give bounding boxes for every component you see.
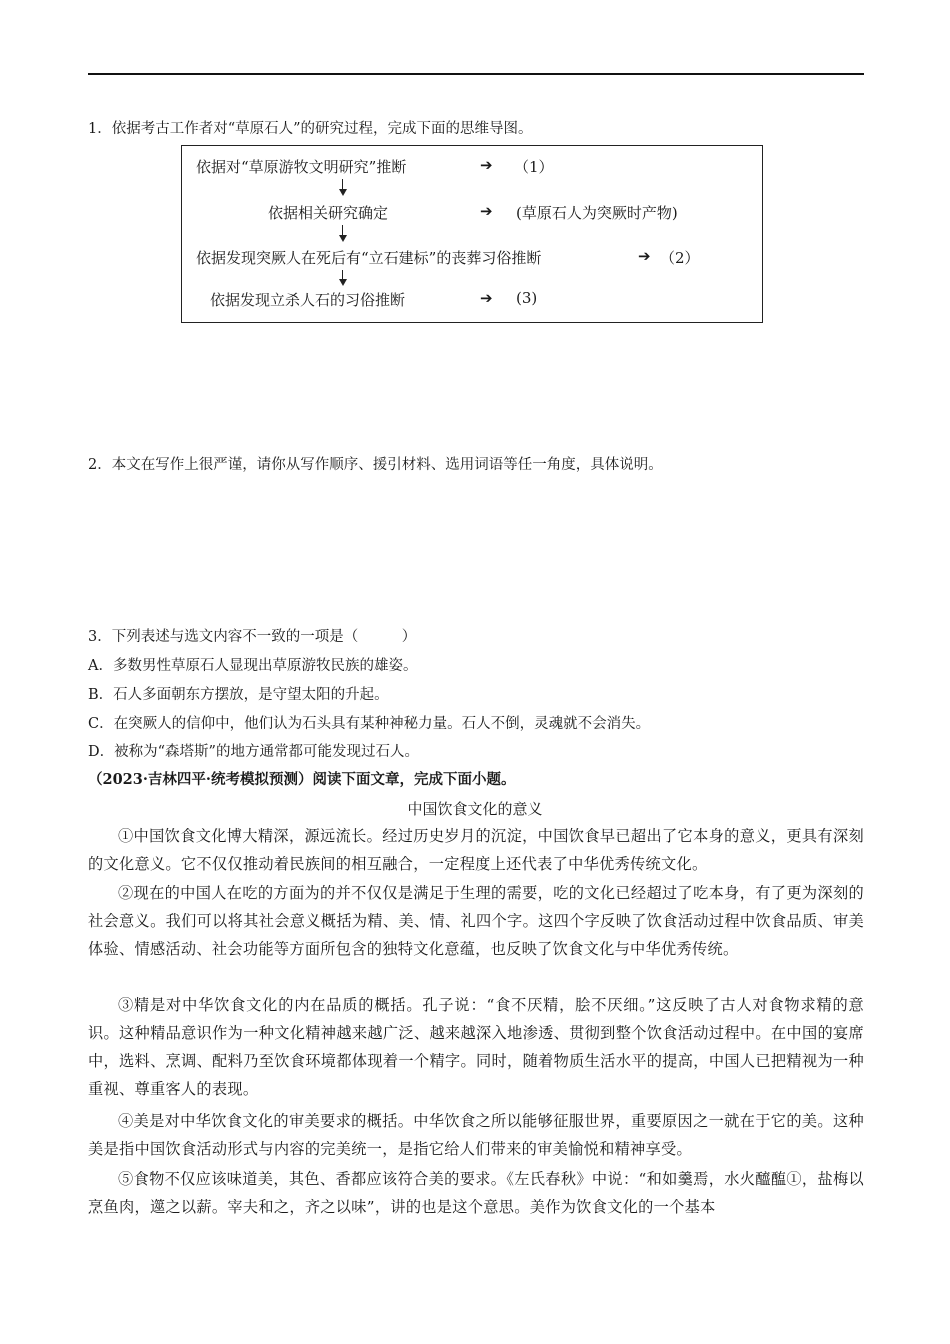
question-2: 2．本文在写作上很严谨，请你从写作顺序、援引材料、选用词语等任一角度，具体说明。: [88, 457, 663, 473]
diagram-row2-text: 依据相关研究确定: [268, 204, 389, 222]
option-a: A．多数男性草原石人显现出草原游牧民族的雄姿。: [88, 658, 418, 674]
diagram-row1-text: 依据对“草原游牧文明研究”推断: [196, 158, 407, 176]
diagram-row4-result: (3): [516, 289, 538, 307]
diagram-row3-text: 依据发现突厥人在死后有“立石建标”的丧葬习俗推断: [196, 249, 542, 267]
option-c: C．在突厥人的信仰中，他们认为石头具有某种神秘力量。石人不倒，灵魂就不会消失。: [88, 716, 651, 732]
option-d: D．被称为“森塔斯”的地方通常都可能发现过石人。: [88, 744, 419, 760]
mind-map-diagram: [181, 145, 763, 323]
arrow-down-icon: [342, 179, 343, 194]
paragraph-1: ①中国饮食文化博大精深，源远流长。经过历史岁月的沉淀，中国饮食早已超出了它本身的意义，更具有深刻的文化意义。它不仅仅推动着民族间的相互融合，一定程度上还代表了中华优秀传统文化。: [88, 827, 864, 873]
header-rule: [88, 73, 864, 75]
paragraph-5: ⑤食物不仅应该味道美，其色、香都应该符合美的要求。《左氏春秋》中说：“和如羹焉，水火醯醢①，盐梅以烹鱼肉，遾之以薪。宰夫和之，齐之以味”，讲的也是这个意思。美作为饮食文化的一个基本: [88, 1170, 864, 1216]
arrow-right-icon: ➔: [480, 289, 493, 307]
diagram-row3-result: （2）: [660, 249, 700, 267]
arrow-right-icon: ➔: [638, 247, 651, 265]
arrow-right-icon: ➔: [480, 202, 493, 220]
passage-title: 中国饮食文化的意义: [407, 800, 543, 818]
passage-source: （2023·吉林四平·统考模拟预测）阅读下面文章，完成下面小题。: [88, 771, 516, 788]
paragraph-3: ③精是对中华饮食文化的内在品质的概括。孔子说：“食不厌精，脍不厌细。”这反映了古人对食物求精的意识。这种精品意识作为一种文化精神越来越广泛、越来越深入地渗透、贯彻到整个饮食活动过程中。在中国的宴席中，选料、烹调、配料乃至饮食环境都体现着一个精字。同时，随着物质生活水平的提高，中国人已把精视为一种重视、尊重客人的表现。: [88, 996, 864, 1098]
diagram-row1-result: （1）: [514, 158, 554, 176]
diagram-row4-text: 依据发现立杀人石的习俗推断: [210, 291, 406, 309]
paragraph-4: ④美是对中华饮食文化的审美要求的概括。中华饮食之所以能够征服世界，重要原因之一就在于它的美。这种美是指中国饮食活动形式与内容的完美统一，是指它给人们带来的审美愉悦和精神享受。: [88, 1112, 864, 1158]
arrow-down-icon: [342, 270, 343, 284]
paragraph-2: ②现在的中国人在吃的方面为的并不仅仅是满足于生理的需要，吃的文化已经超过了吃本身，有了更为深刻的社会意义。我们可以将其社会意义概括为精、美、情、礼四个字。这四个字反映了饮食活动过程中饮食品质、审美体验、情感活动、社会功能等方面所包含的独特文化意蕴，也反映了饮食文化与中华优秀传统。: [88, 884, 864, 958]
question-1: 1．依据考古工作者对“草原石人”的研究过程，完成下面的思维导图。: [88, 121, 533, 137]
arrow-right-icon: ➔: [480, 156, 493, 174]
question-3: 3．下列表述与选文内容不一致的一项是（ ）: [88, 629, 417, 645]
arrow-down-icon: [342, 225, 343, 240]
option-b: B．石人多面朝东方摆放，是守望太阳的升起。: [88, 687, 389, 703]
diagram-row2-result: (草原石人为突厥时产物): [516, 204, 678, 222]
